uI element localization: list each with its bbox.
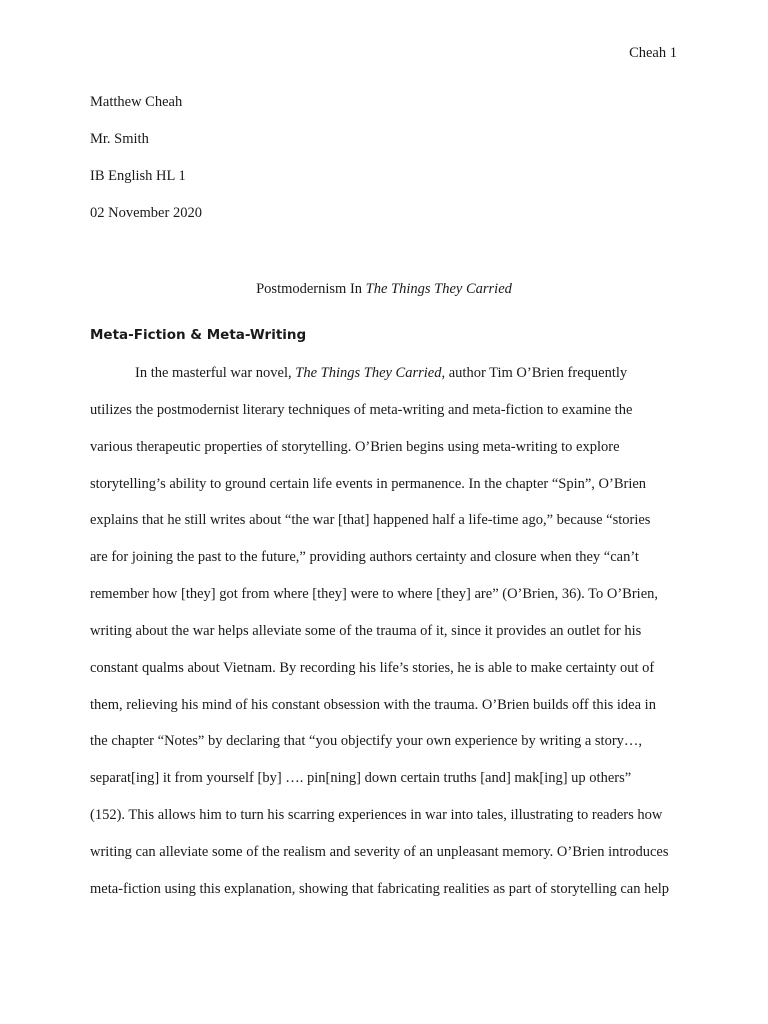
author-name: Matthew Cheah xyxy=(90,94,183,110)
course-name: IB English HL 1 xyxy=(90,168,186,184)
body-line xyxy=(90,364,690,401)
body-line: writing about the war helps alleviate some of the trauma of it, since it provides an outlet for his xyxy=(90,622,642,639)
mla-heading xyxy=(90,93,202,241)
body-line: (152). This allows him to turn his scarring experiences in war into tales, illustrating to readers how xyxy=(90,807,663,824)
body-line: constant qualms about Vietnam. By recording his life’s stories, he is able to make certainty out of xyxy=(90,659,655,676)
essay-date: 02 November 2020 xyxy=(90,205,202,221)
body-line: storytelling’s ability to ground certain life events in permanence. In the chapter “Spin”, O’Brien xyxy=(90,475,647,492)
line-text: In the masterful war novel, xyxy=(135,365,296,381)
body-line: remember how [they] got from where [they] were to where [they] are” (O’Brien, 36). To O’Brien, xyxy=(90,586,659,603)
title-prefix: Postmodernism In xyxy=(256,281,366,297)
teacher-name: Mr. Smith xyxy=(90,131,149,147)
body-line: meta-fiction using this explanation, showing that fabricating realities as part of storytelling can help xyxy=(90,880,670,897)
book-title: The Things They Carried xyxy=(295,365,442,381)
body-line: explains that he still writes about “the war [that] happened half a life-time ago,” because “stories xyxy=(90,512,651,529)
title-book: The Things They Carried xyxy=(365,281,512,297)
body-paragraph xyxy=(90,364,690,917)
section-heading: Meta-Fiction & Meta-Writing xyxy=(90,327,307,343)
body-line: them, relieving his mind of his constant obsession with the trauma. O’Brien builds off this idea in xyxy=(90,696,656,713)
body-line: writing can alleviate some of the realism and severity of an unpleasant memory. O’Brien introduces xyxy=(90,843,669,860)
body-line: utilizes the postmodernist literary techniques of meta-writing and meta-fiction to examine the xyxy=(90,401,633,418)
running-header: Cheah 1 xyxy=(629,45,677,61)
body-line: separat[ing] it from yourself [by] …. pin[ning] down certain truths [and] mak[ing] up others” xyxy=(90,770,632,787)
essay-title xyxy=(0,280,768,298)
body-line: various therapeutic properties of storytelling. O’Brien begins using meta-writing to explore xyxy=(90,438,620,455)
body-line: are for joining the past to the future,” providing authors certainty and closure when they “can’t xyxy=(90,549,639,566)
line-text: , author Tim O’Brien frequently xyxy=(441,365,628,381)
body-line: the chapter “Notes” by declaring that “you objectify your own experience by writing a story…, xyxy=(90,733,643,750)
